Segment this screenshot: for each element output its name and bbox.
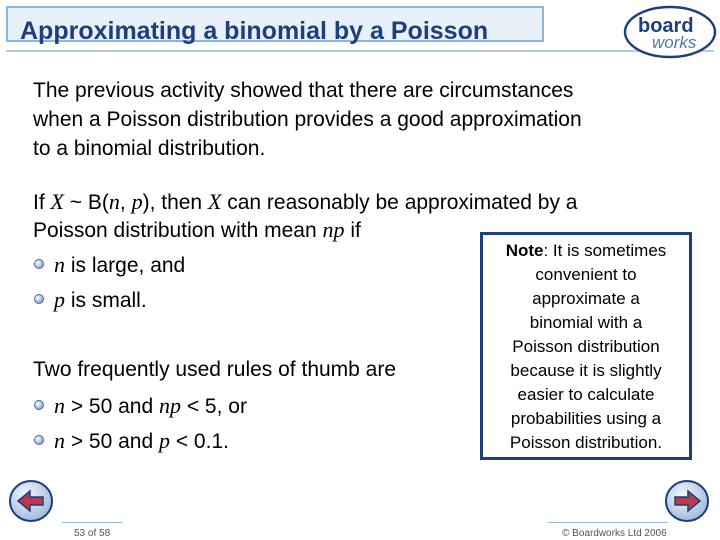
list-item: p is small. bbox=[34, 289, 147, 311]
boardworks-logo bbox=[622, 4, 718, 60]
intro-line-1: The previous activity showed that there are circumstances bbox=[33, 79, 574, 102]
bullet-icon bbox=[34, 294, 44, 304]
title-divider bbox=[6, 50, 714, 52]
next-slide-button[interactable] bbox=[664, 478, 710, 524]
prev-slide-button[interactable] bbox=[8, 478, 54, 524]
note-line-8: probabilities using a bbox=[510, 409, 662, 428]
note-line-9: Poisson distribution. bbox=[509, 433, 663, 452]
copyright: © Boardworks Ltd 2006 bbox=[562, 528, 667, 539]
footer-divider bbox=[62, 522, 122, 523]
list-item: n > 50 and p < 0.1. bbox=[34, 430, 229, 452]
intro-line-3: to a binomial distribution. bbox=[33, 137, 266, 160]
note-line-6: because it is slightly bbox=[510, 361, 662, 380]
list-item: n is large, and bbox=[34, 254, 185, 276]
title-bar bbox=[6, 6, 544, 45]
condition-line-2: Poisson distribution with mean np if bbox=[33, 217, 361, 242]
bullet-icon bbox=[34, 400, 44, 410]
note-line-7: easier to calculate bbox=[517, 385, 655, 404]
note-line-1: Note: It is sometimes bbox=[505, 241, 667, 260]
note-line-5: Poisson distribution bbox=[512, 337, 660, 356]
rules-intro: Two frequently used rules of thumb are bbox=[33, 358, 397, 381]
list-item: n > 50 and np < 5, or bbox=[34, 395, 247, 417]
bullet-icon bbox=[34, 435, 44, 445]
note-line-3: approximate a bbox=[532, 289, 640, 308]
footer-divider bbox=[548, 522, 668, 523]
bullet-icon bbox=[34, 259, 44, 269]
page-title: Approximating a binomial by a Poisson bbox=[20, 17, 489, 45]
condition-line-1: If X ~ B(n, p), then X can reasonably be approximated by a bbox=[33, 189, 578, 214]
logo-text-works: works bbox=[652, 33, 697, 52]
note-line-2: convenient to bbox=[535, 265, 637, 284]
intro-line-2: when a Poisson distribution provides a good approximation bbox=[33, 108, 582, 131]
note-box bbox=[480, 232, 692, 460]
note-line-4: binomial with a bbox=[529, 313, 643, 332]
logo-text-board: board bbox=[638, 15, 694, 37]
page-counter: 53 of 58 bbox=[74, 528, 111, 539]
